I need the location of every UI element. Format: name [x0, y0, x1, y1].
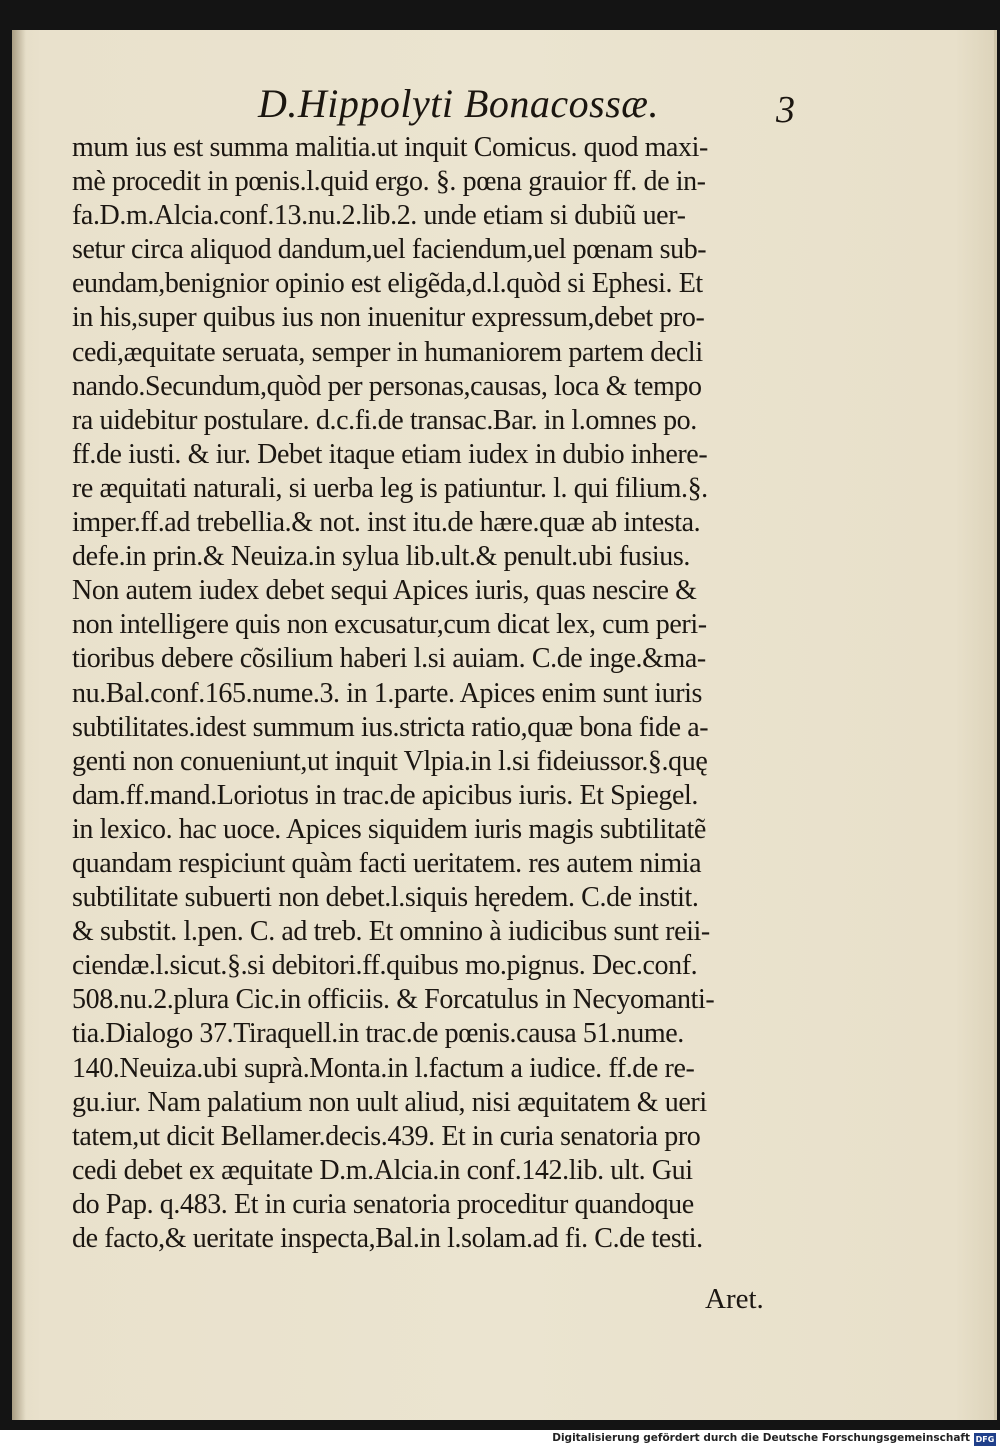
text-line: subtilitate subuerti non debet.l.siquis hęredem. C.de instit.	[72, 882, 699, 914]
text-line: nando.Secundum,quòd per personas,causas, loca & tempo	[72, 370, 702, 402]
text-line: ra uidebitur postulare. d.c.fi.de transac.Bar. in l.omnes po.	[72, 404, 697, 436]
page-number: 3	[776, 89, 795, 131]
text-line: 508.nu.2.plura Cic.in officiis. & Forcatulus in Necyomanti-	[72, 984, 715, 1016]
text-line: do Pap. q.483. Et in curia senatoria proceditur quandoque	[72, 1188, 694, 1220]
text-line: mè procedit in pœnis.l.quid ergo. §. pœna grauior ff. de in-	[72, 166, 706, 198]
text-line: genti non conueniunt,ut inquit Vlpia.in l.si fideiussor.§.quę	[72, 745, 708, 777]
text-line: tia.Dialogo 37.Tiraquell.in trac.de pœnis.causa 51.nume.	[72, 1018, 684, 1050]
text-line: in his,super quibus ius non inuenitur expressum,debet pro-	[72, 302, 705, 334]
text-line: cedi,æquitate seruata, semper in humaniorem partem decli	[72, 336, 703, 368]
gutter-shadow	[12, 30, 26, 1420]
text-line: tatem,ut dicit Bellamer.decis.439. Et in curia senatoria pro	[72, 1120, 701, 1152]
text-line: setur circa aliquod dandum,uel faciendum,uel pœnam sub-	[72, 234, 707, 266]
text-line: in lexico. hac uoce. Apices siquidem iuris magis subtilitatẽ	[72, 813, 706, 845]
text-line: tioribus debere cõsilium haberi l.si auiam. C.de inge.&ma-	[72, 643, 706, 675]
funding-credit: Digitalisierung gefördert durch die Deutsche Forschungsgemeinschaft	[552, 1432, 970, 1444]
text-line: mum ius est summa malitia.ut inquit Comicus. quod maxi-	[72, 132, 708, 163]
text-line: eundam,benignior opinio est eligẽda,d.l.quòd si Ephesi. Et	[72, 268, 703, 300]
text-line: cedi debet ex æquitate D.m.Alcia.in conf.142.lib. ult. Gui	[72, 1154, 693, 1186]
body-text	[72, 131, 822, 1256]
digitization-footer	[0, 1430, 1000, 1450]
text-line: quandam respiciunt quàm facti ueritatem. res autem nimia	[72, 847, 702, 879]
text-line: re æquitati naturali, si uerba leg is patiuntur. l. qui filium.§.	[72, 472, 708, 504]
text-line: gu.iur. Nam palatium non uult aliud, nisi æquitatem & ueri	[72, 1086, 707, 1118]
text-line: & substit. l.pen. C. ad treb. Et omnino à iudicibus sunt reii-	[72, 916, 710, 948]
text-line: 140.Neuiza.ubi suprà.Monta.in l.factum a iudice. ff.de re-	[72, 1052, 695, 1084]
text-line: imper.ff.ad trebellia.& not. inst itu.de hære.quæ ab intesta.	[72, 507, 701, 539]
running-head: D.Hippolyti Bonacossæ.	[258, 81, 659, 126]
text-line: nu.Bal.conf.165.nume.3. in 1.parte. Apices enim sunt iuris	[72, 677, 703, 709]
text-line: non intelligere quis non excusatur,cum dicat lex, cum peri-	[72, 609, 707, 641]
text-line: Non autem iudex debet sequi Apices iuris, quas nescire &	[72, 575, 697, 607]
text-line: subtilitates.idest summum ius.stricta ratio,quæ bona fide a-	[72, 711, 709, 743]
text-line: defe.in prin.& Neuiza.in sylua lib.ult.& penult.ubi fusius.	[72, 541, 690, 573]
text-line: de facto,& ueritate inspecta,Bal.in l.solam.ad fi. C.de testi.	[72, 1223, 703, 1254]
text-line: ciendæ.l.sicut.§.si debitori.ff.quibus mo.pignus. Dec.conf.	[72, 950, 698, 982]
dfg-logo: DFG	[975, 1435, 995, 1444]
text-line: ff.de iusti. & iur. Debet itaque etiam iudex in dubio inhere-	[72, 438, 708, 470]
text-line: fa.D.m.Alcia.conf.13.nu.2.lib.2. unde etiam si dubiũ uer-	[72, 200, 686, 232]
text-line: dam.ff.mand.Loriotus in trac.de apicibus iuris. Et Spiegel.	[72, 779, 698, 811]
catchword: Aret.	[705, 1283, 764, 1315]
